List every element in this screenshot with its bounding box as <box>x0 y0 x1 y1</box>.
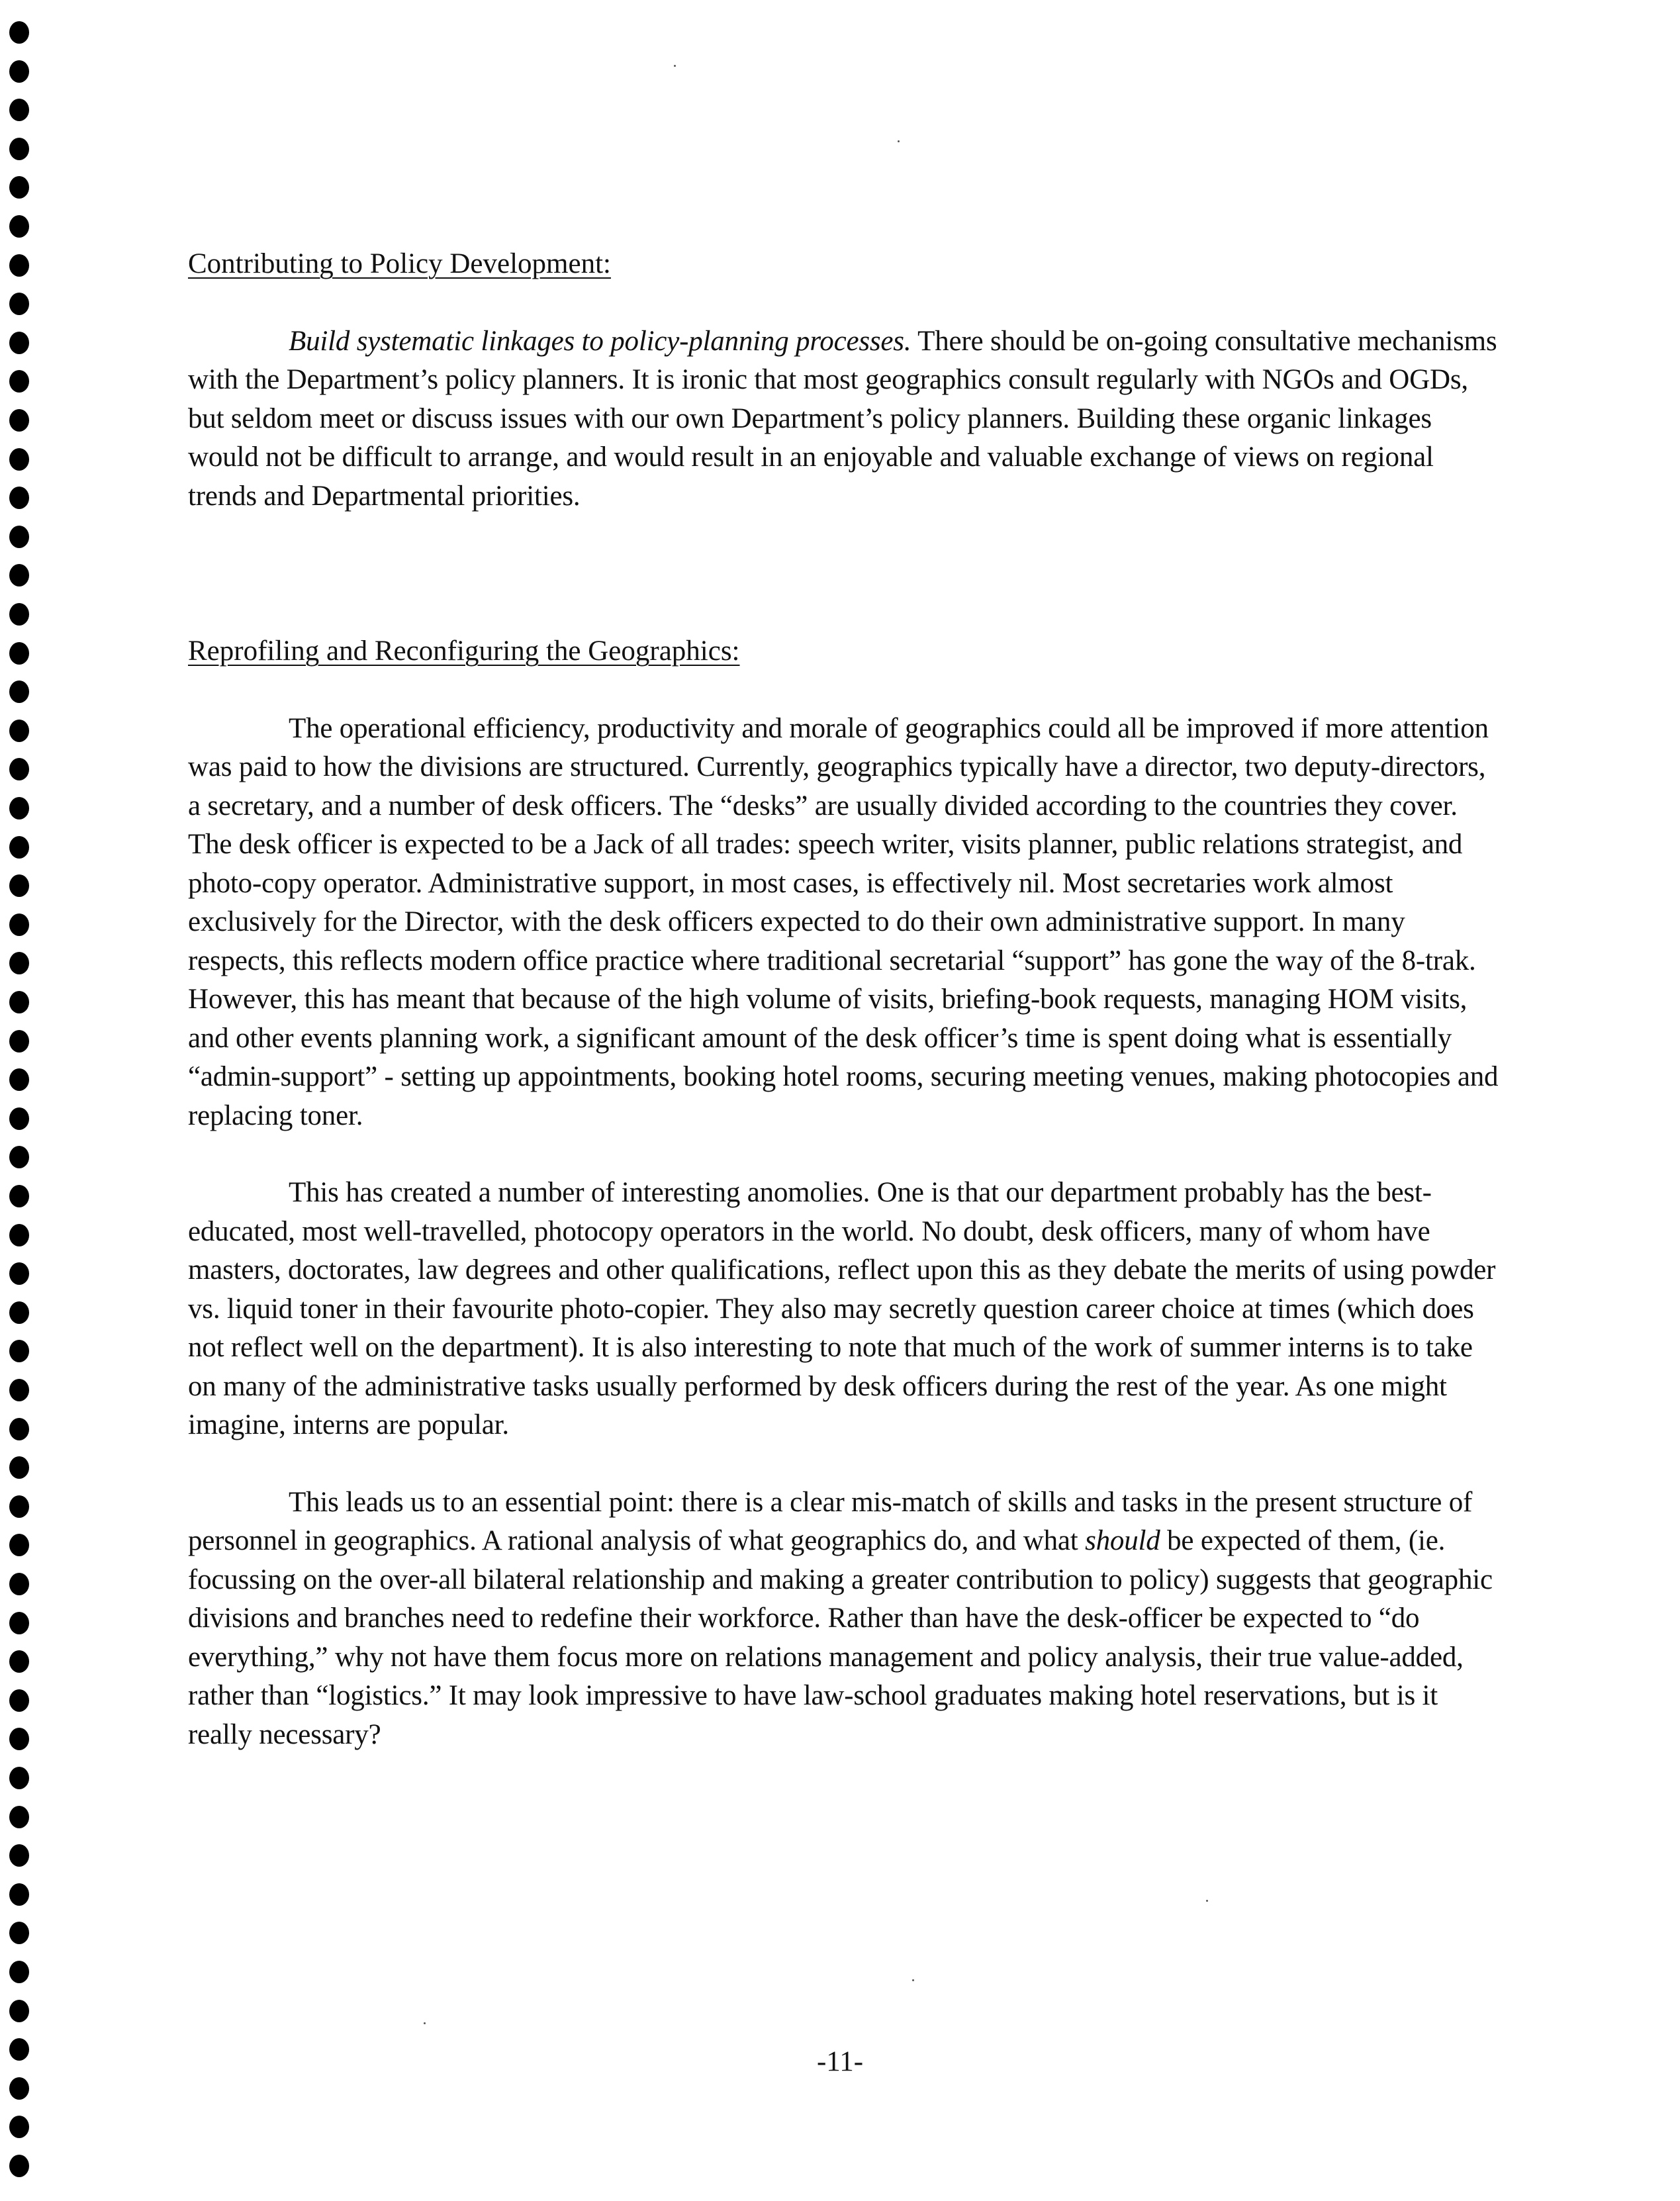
binding-hole <box>9 1379 29 1401</box>
binding-hole <box>9 720 29 742</box>
scan-speck <box>674 65 676 67</box>
binding-hole <box>9 370 29 393</box>
binding-hole <box>9 680 29 703</box>
binding-hole <box>9 1340 29 1362</box>
binding-hole <box>9 2000 29 2022</box>
binding-hole <box>9 487 29 509</box>
section-heading-reprofiling: Reprofiling and Reconfiguring the Geographics: <box>188 635 740 667</box>
binding-hole <box>9 409 29 432</box>
binding-hole <box>9 1146 29 1168</box>
binding-hole <box>9 991 29 1013</box>
binding-hole <box>9 1495 29 1518</box>
binding-hole <box>9 21 29 44</box>
binding-hole <box>9 1767 29 1789</box>
paragraph-italic-should: should <box>1085 1525 1160 1556</box>
paragraph-operational-efficiency: The operational efficiency, productivity and morale of geographics could all be improved if more attention was paid to how the divisions are structured. Currently, geographics typically have a director, two deputy-directors, a secretary, and a number of desk officers. The “desks” are usually divided according to the countries they cover. The desk officer is expected to be a Jack of all trades: speech writer, visits planner, public relations strategist, and photo-copy operator. Administrative support, in most cases, is effectively nil. Most secretaries work almost exclusively for the Director, with the desk officers expected to do their own administrative support. In many respects, this reflects modern office practice where traditional secretarial “support” has gone the way of the 8-trak. However, this has meant that because of the high volume of visits, briefing-book requests, managing HOM visits, and other events planning work, a significant amount of the desk officer’s time is spent doing what is essentially “admin-support” - setting up appointments, booking hotel rooms, securing meeting venues, making photocopies and replacing toner. <box>188 712 1499 1131</box>
binding-hole <box>9 1301 29 1324</box>
paragraph-text-before: This leads us to an essential point: there is a clear mis-match of skills and tasks in the present structure of personnel in geographics. A rational analysis of what geographics do, and what <box>188 1486 1473 1556</box>
binding-hole <box>9 60 29 83</box>
scan-speck <box>912 1979 914 1981</box>
binding-hole <box>9 1883 29 1906</box>
binding-hole <box>9 1068 29 1091</box>
paragraph-text-after: be expected of them, (ie. focussing on the over-all bilateral relationship and making a greater contribution to policy) suggests that geographic divisions and branches need to redefine their workforce. Rather than have the desk-officer be expected to “do everything,” why not have them focus more on relations management and policy analysis, their true value-added, rather than “logistics.” It may look impressive to have law-school graduates making hotel reservations, but is it really necessary? <box>188 1525 1493 1750</box>
scan-speck <box>898 140 900 142</box>
binding-hole <box>9 1534 29 1556</box>
paragraph-text: There should be on-going consultative mechanisms with the Department’s policy planners. It is ironic that most geographics consult regularly with NGOs and OGDs, but seldom meet or discuss issues with our own Department’s policy planners. Building these organic linkages would not be difficult to arrange, and would result in an enjoyable and valuable exchange of views on regional trends and Departmental priorities. <box>188 325 1497 512</box>
binding-hole <box>9 1728 29 1750</box>
binding-hole <box>9 138 29 160</box>
binding-hole <box>9 1806 29 1828</box>
binding-hole <box>9 1612 29 1634</box>
binding-hole <box>9 1573 29 1595</box>
binding-hole <box>9 448 29 471</box>
paragraph-lead-italic: Build systematic linkages to policy-planning processes. <box>289 325 911 357</box>
binding-hole <box>9 913 29 936</box>
binding-hole <box>9 215 29 238</box>
paragraph-essential-point <box>188 1483 1499 1755</box>
binding-hole <box>9 526 29 548</box>
paragraph-anomolies: This has created a number of interesting anomolies. One is that our department probably has the best-educated, most well-travelled, photocopy operators in the world. No doubt, desk officers, many of whom have masters, doctorates, law degrees and other qualifications, reflect upon this as they debate the merits of using powder vs. liquid toner in their favourite photo-copier. They also may secretly question career choice at times (which does not reflect well on the department). It is also interesting to note that much of the work of summer interns is to take on many of the administrative tasks usually performed by desk officers during the rest of the year. As one might imagine, interns are popular. <box>188 1177 1496 1440</box>
binding-hole <box>9 952 29 974</box>
binding-hole <box>9 758 29 780</box>
binding-hole <box>9 1418 29 1440</box>
binding-hole <box>9 642 29 665</box>
binding-hole <box>9 1185 29 1207</box>
binding-holes <box>0 0 60 2201</box>
page-number: -11- <box>816 2046 864 2077</box>
document-body <box>188 245 1499 1754</box>
binding-hole <box>9 2155 29 2177</box>
binding-hole <box>9 564 29 586</box>
binding-hole <box>9 1650 29 1673</box>
binding-hole <box>9 1456 29 1479</box>
binding-hole <box>9 1224 29 1246</box>
binding-hole <box>9 99 29 121</box>
binding-hole <box>9 1961 29 1983</box>
binding-hole <box>9 1844 29 1867</box>
binding-hole <box>9 332 29 354</box>
binding-hole <box>9 1262 29 1285</box>
paragraph-policy-linkages <box>188 322 1499 516</box>
binding-hole <box>9 293 29 315</box>
binding-hole <box>9 1030 29 1053</box>
scan-speck <box>1206 1900 1208 1902</box>
binding-hole <box>9 2077 29 2100</box>
binding-hole <box>9 797 29 820</box>
binding-hole <box>9 836 29 859</box>
binding-hole <box>9 176 29 199</box>
binding-hole <box>9 1107 29 1130</box>
binding-hole <box>9 874 29 897</box>
binding-hole <box>9 2116 29 2138</box>
scan-speck <box>424 2022 426 2024</box>
section-heading-policy: Contributing to Policy Development: <box>188 248 611 279</box>
binding-hole <box>9 1689 29 1712</box>
binding-hole <box>9 254 29 277</box>
binding-hole <box>9 1922 29 1944</box>
binding-hole <box>9 603 29 626</box>
